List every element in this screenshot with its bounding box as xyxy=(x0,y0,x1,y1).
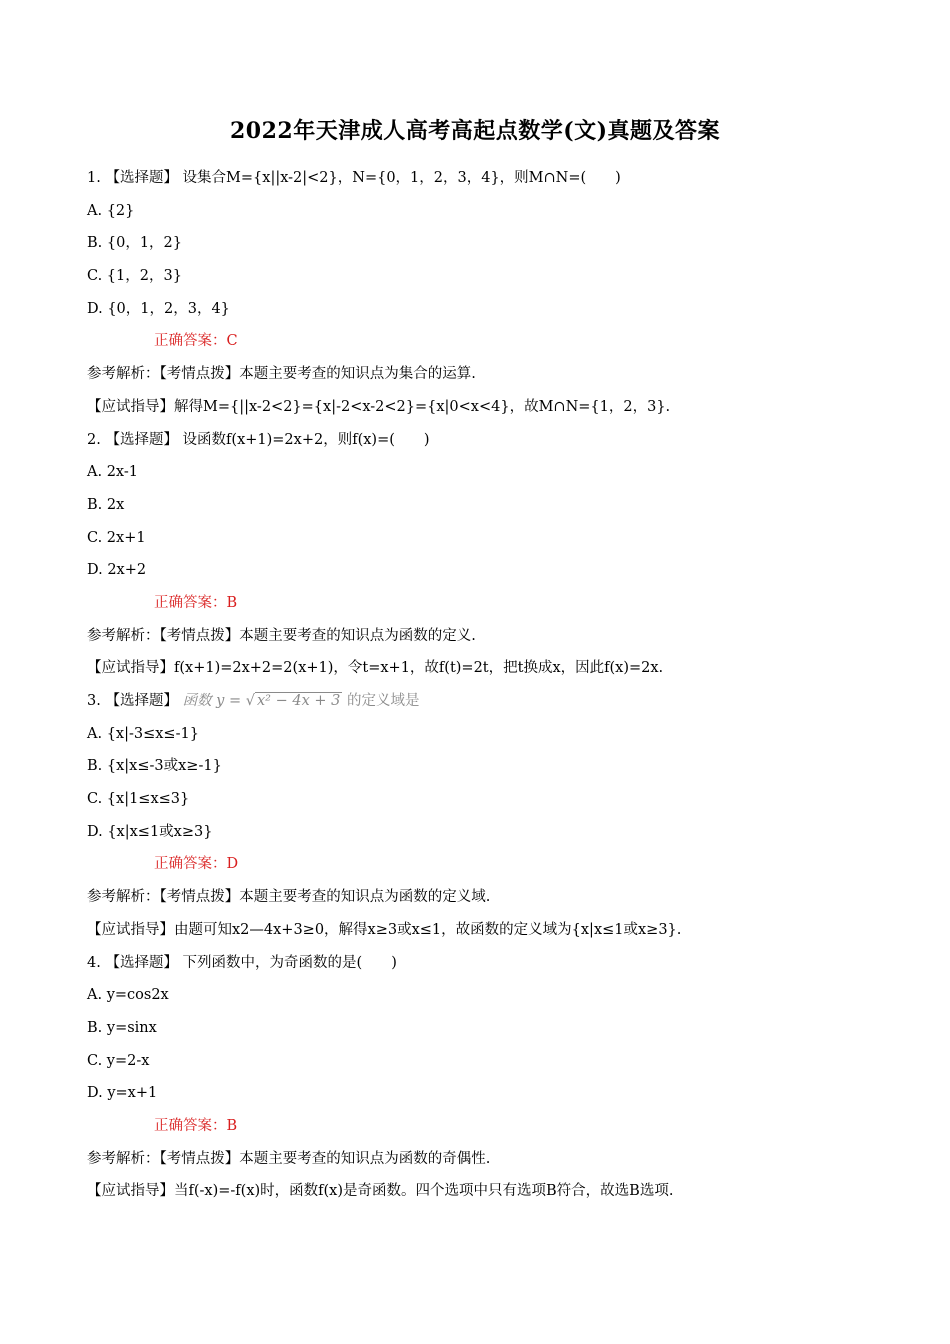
question-stem: 2. 【选择题】 设函数f(x+1)=2x+2，则f(x)=( ) xyxy=(87,431,430,448)
option-d: D. y=x+1 xyxy=(87,1085,158,1102)
guide-text: 【应试指导】f(x+1)=2x+2=2(x+1)，令t=x+1，故f(t)=2t，把t换成x，因此f(x)=2x. xyxy=(87,660,664,677)
analysis-text: 参考解析：【考情点拨】本题主要考查的知识点为函数的奇偶性. xyxy=(87,1150,491,1167)
formula-tail: 的定义域是 xyxy=(342,693,420,709)
option-b: B. y=sinx xyxy=(87,1019,157,1036)
option-b: B. {x|x≤-3或x≥-1} xyxy=(87,758,222,775)
guide-text: 【应试指导】解得M={||x-2<2}={x|-2<x-2<2}={x|0<x<4}，故M∩N={1，2，3}. xyxy=(87,398,671,415)
option-b: B. {0，1，2} xyxy=(87,235,183,252)
document-body xyxy=(87,162,887,1208)
formula-image xyxy=(183,692,420,709)
analysis-text: 参考解析：【考情点拨】本题主要考查的知识点为函数的定义. xyxy=(87,627,476,644)
sqrt-symbol: √ xyxy=(245,693,255,709)
option-a: A. {2} xyxy=(87,202,135,219)
option-d: D. {x|x≤1或x≥3} xyxy=(87,823,213,840)
question-stem: 1. 【选择题】 设集合M={x||x-2|<2}，N={0，1，2，3，4}，则M∩N=( ) xyxy=(87,170,621,186)
guide-text: 【应试指导】当f(-x)=-f(x)时，函数f(x)是奇函数。四个选项中只有选项B符合，故选B选项. xyxy=(87,1183,674,1200)
formula-lead: 函数 y = xyxy=(182,693,246,709)
option-d: D. 2x+2 xyxy=(87,562,147,579)
option-b: B. 2x xyxy=(87,496,125,513)
option-c: C. {x|1≤x≤3} xyxy=(87,791,190,808)
question-stem: 4. 【选择题】 下列函数中，为奇函数的是( ) xyxy=(87,954,397,971)
question-3 xyxy=(87,685,887,947)
correct-answer: 正确答案：B xyxy=(154,1117,238,1134)
document-title: 2022年天津成人高考高起点数学(文)真题及答案 xyxy=(229,118,721,144)
question-stem xyxy=(87,685,887,718)
question-2 xyxy=(87,424,887,686)
option-a: A. {x|-3≤x≤-1} xyxy=(87,725,199,742)
option-a: A. y=cos2x xyxy=(87,987,169,1004)
question-stem-prefix: 3. 【选择题】 xyxy=(87,693,183,709)
correct-answer: 正确答案：C xyxy=(154,333,238,350)
option-c: C. y=2-x xyxy=(87,1052,150,1069)
correct-answer: 正确答案：D xyxy=(154,856,239,873)
question-1 xyxy=(87,162,887,424)
option-a: A. 2x-1 xyxy=(87,464,138,481)
formula-radicand: x² − 4x + 3 xyxy=(256,693,341,709)
analysis-text: 参考解析：【考情点拨】本题主要考查的知识点为函数的定义域. xyxy=(87,889,491,906)
guide-text: 【应试指导】由题可知x2—4x+3≥0，解得x≥3或x≤1，故函数的定义域为{x|x≤1或x≥3}. xyxy=(87,921,682,938)
question-4 xyxy=(87,947,887,1209)
option-c: C. {1，2，3} xyxy=(87,268,182,285)
option-c: C. 2x+1 xyxy=(87,529,146,546)
option-d: D. {0，1，2，3，4} xyxy=(87,300,230,317)
correct-answer: 正确答案：B xyxy=(154,594,238,611)
analysis-text: 参考解析：【考情点拨】本题主要考查的知识点为集合的运算. xyxy=(87,366,476,383)
